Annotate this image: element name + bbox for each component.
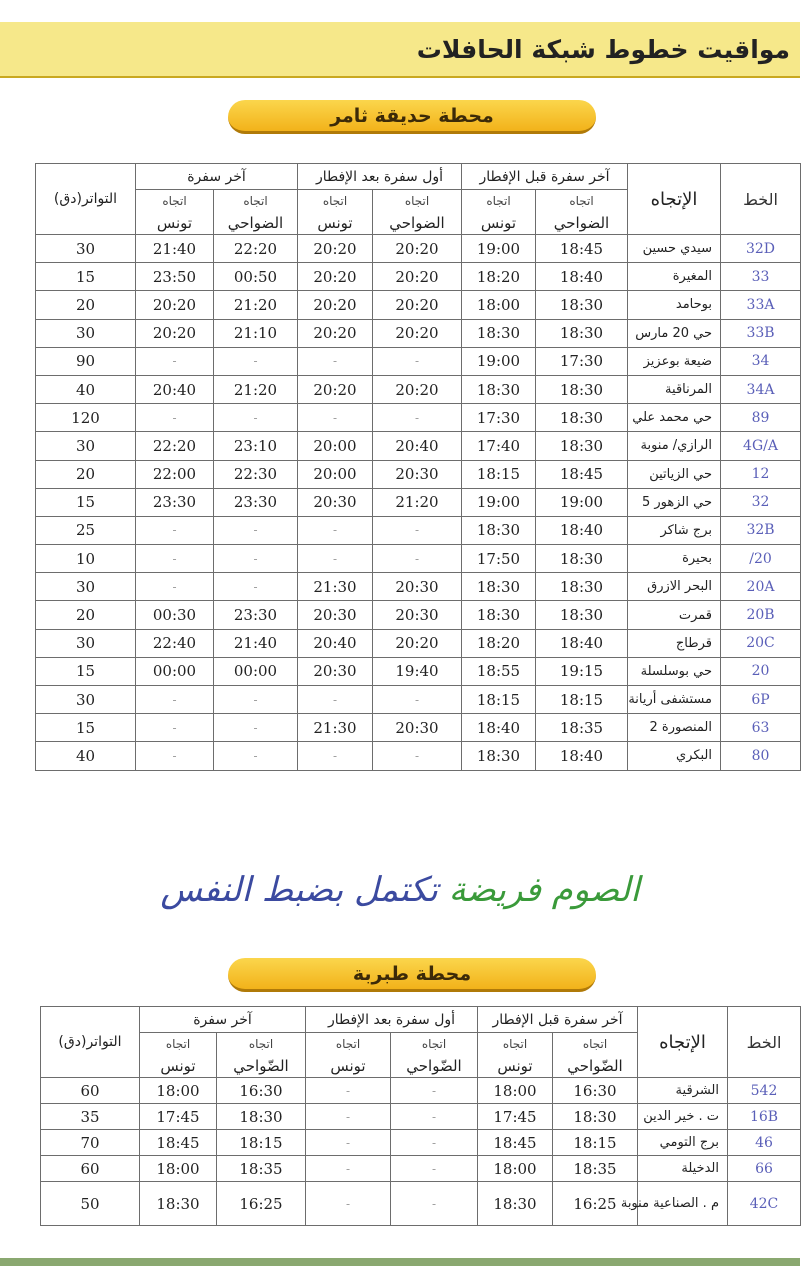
destination: برج التومي <box>638 1130 728 1156</box>
line-code: 89 <box>721 404 801 432</box>
subheader-suburbs: اتجاه الضواحي <box>536 190 628 235</box>
time-first-after-iftar-suburbs: 21:20 <box>373 488 462 516</box>
line-code: 63 <box>721 714 801 742</box>
time-last-trip-suburbs: 23:30 <box>214 488 298 516</box>
line-code: 6P <box>721 686 801 714</box>
table-row <box>41 1182 801 1226</box>
time-first-after-iftar-tunis: 20:20 <box>298 291 373 319</box>
line-code: 42C <box>728 1182 801 1226</box>
destination: برج شاكر <box>628 516 721 544</box>
time-first-after-iftar-suburbs: 20:20 <box>373 263 462 291</box>
time-last-before-iftar-tunis: 18:55 <box>462 657 536 685</box>
time-first-after-iftar-tunis: 20:30 <box>298 488 373 516</box>
line-code: 20A <box>721 573 801 601</box>
table-row <box>36 742 801 770</box>
line-code: 20B <box>721 601 801 629</box>
time-last-trip-tunis: 18:30 <box>140 1182 217 1226</box>
table-row <box>36 235 801 263</box>
time-last-trip-tunis: 21:40 <box>136 235 214 263</box>
subheader-tunis: اتجاه تونس <box>478 1033 553 1078</box>
time-first-after-iftar-tunis: - <box>306 1104 391 1130</box>
destination: سيدي حسين <box>628 235 721 263</box>
time-last-trip-tunis: - <box>136 573 214 601</box>
time-first-after-iftar-suburbs: - <box>373 545 462 573</box>
time-last-before-iftar-tunis: 17:50 <box>462 545 536 573</box>
time-first-after-iftar-suburbs: 20:20 <box>373 375 462 403</box>
line-code: 34A <box>721 375 801 403</box>
time-last-before-iftar-tunis: 18:45 <box>478 1130 553 1156</box>
time-first-after-iftar-tunis: - <box>298 516 373 544</box>
time-last-trip-suburbs: - <box>214 714 298 742</box>
time-last-trip-suburbs: - <box>214 573 298 601</box>
time-first-after-iftar-suburbs: - <box>373 404 462 432</box>
time-last-trip-suburbs: 22:20 <box>214 235 298 263</box>
table-row <box>36 347 801 375</box>
time-last-before-iftar-suburbs: 18:35 <box>536 714 628 742</box>
time-last-before-iftar-tunis: 17:30 <box>462 404 536 432</box>
time-last-before-iftar-tunis: 19:00 <box>462 488 536 516</box>
time-first-after-iftar-tunis: 20:20 <box>298 319 373 347</box>
time-first-after-iftar-suburbs: 20:40 <box>373 432 462 460</box>
table-row <box>41 1130 801 1156</box>
slogan-part-2: تكتمل بضبط النفس <box>160 870 438 910</box>
frequency: 60 <box>41 1078 140 1104</box>
time-last-before-iftar-suburbs: 19:00 <box>536 488 628 516</box>
time-first-after-iftar-tunis: 20:00 <box>298 460 373 488</box>
time-first-after-iftar-suburbs: - <box>391 1078 478 1104</box>
table-row <box>36 686 801 714</box>
time-last-before-iftar-suburbs: 18:30 <box>536 601 628 629</box>
line-code: 33A <box>721 291 801 319</box>
destination: البحر الازرق <box>628 573 721 601</box>
time-first-after-iftar-tunis: - <box>306 1130 391 1156</box>
time-last-before-iftar-tunis: 18:00 <box>478 1078 553 1104</box>
frequency: 60 <box>41 1156 140 1182</box>
schedule-table-hadiqat-thamer <box>35 163 801 771</box>
subheader-suburbs: اتجاه الضواحي <box>373 190 462 235</box>
time-last-trip-suburbs: - <box>214 686 298 714</box>
col-header-direction: الإتجاه <box>638 1007 728 1078</box>
frequency: 30 <box>36 235 136 263</box>
time-last-trip-suburbs: 18:35 <box>217 1156 306 1182</box>
time-first-after-iftar-tunis: - <box>298 742 373 770</box>
time-last-trip-suburbs: - <box>214 545 298 573</box>
line-code: 20/ <box>721 545 801 573</box>
time-last-before-iftar-tunis: 18:20 <box>462 629 536 657</box>
time-last-trip-suburbs: 18:30 <box>217 1104 306 1130</box>
destination: قرطاج <box>628 629 721 657</box>
time-first-after-iftar-tunis: - <box>306 1182 391 1226</box>
time-last-before-iftar-suburbs: 18:45 <box>536 235 628 263</box>
time-last-trip-tunis: - <box>136 714 214 742</box>
time-last-before-iftar-suburbs: 18:30 <box>536 319 628 347</box>
destination: ت . خير الدين <box>638 1104 728 1130</box>
time-last-trip-tunis: 20:20 <box>136 291 214 319</box>
time-last-trip-tunis: 00:00 <box>136 657 214 685</box>
frequency: 15 <box>36 263 136 291</box>
time-last-trip-tunis: - <box>136 686 214 714</box>
time-first-after-iftar-suburbs: 20:30 <box>373 460 462 488</box>
time-first-after-iftar-suburbs: - <box>373 516 462 544</box>
time-first-after-iftar-tunis: - <box>298 347 373 375</box>
time-last-trip-suburbs: 00:00 <box>214 657 298 685</box>
col-header-line: الخط <box>721 164 801 235</box>
col-header-first-after-iftar: أول سفرة بعد الإفطار <box>298 164 462 190</box>
time-last-trip-tunis: 17:45 <box>140 1104 217 1130</box>
time-first-after-iftar-tunis: 20:20 <box>298 375 373 403</box>
subheader-tunis: اتجاه تونس <box>140 1033 217 1078</box>
table-row <box>36 516 801 544</box>
time-last-before-iftar-tunis: 18:40 <box>462 714 536 742</box>
line-code: 46 <box>728 1130 801 1156</box>
col-header-last-before-iftar: آخر سفرة قبل الإفطار <box>462 164 628 190</box>
line-code: 20C <box>721 629 801 657</box>
frequency: 15 <box>36 657 136 685</box>
subheader-suburbs: اتجاه الضّواحي <box>217 1033 306 1078</box>
time-last-trip-tunis: 18:00 <box>140 1078 217 1104</box>
frequency: 20 <box>36 601 136 629</box>
time-last-trip-suburbs: 16:30 <box>217 1078 306 1104</box>
time-first-after-iftar-tunis: 20:00 <box>298 432 373 460</box>
destination: المنصورة 2 <box>628 714 721 742</box>
frequency: 15 <box>36 488 136 516</box>
table-row <box>36 488 801 516</box>
table-row <box>36 601 801 629</box>
time-first-after-iftar-suburbs: 20:20 <box>373 629 462 657</box>
time-last-trip-suburbs: 23:30 <box>214 601 298 629</box>
time-last-trip-tunis: 22:00 <box>136 460 214 488</box>
time-last-trip-suburbs: - <box>214 742 298 770</box>
frequency: 50 <box>41 1182 140 1226</box>
time-last-before-iftar-tunis: 18:20 <box>462 263 536 291</box>
time-last-trip-tunis: - <box>136 404 214 432</box>
time-last-trip-tunis: 22:20 <box>136 432 214 460</box>
time-first-after-iftar-suburbs: 20:20 <box>373 235 462 263</box>
time-last-before-iftar-suburbs: 17:30 <box>536 347 628 375</box>
frequency: 40 <box>36 375 136 403</box>
col-header-frequency: التواتر(دق) <box>36 164 136 235</box>
subheader-suburbs: اتجاه الضّواحي <box>391 1033 478 1078</box>
time-last-trip-tunis: 18:45 <box>140 1130 217 1156</box>
time-first-after-iftar-tunis: 21:30 <box>298 714 373 742</box>
time-first-after-iftar-tunis: - <box>298 545 373 573</box>
time-last-trip-suburbs: 00:50 <box>214 263 298 291</box>
time-last-before-iftar-suburbs: 18:45 <box>536 460 628 488</box>
time-first-after-iftar-suburbs: 20:30 <box>373 601 462 629</box>
time-last-before-iftar-suburbs: 18:30 <box>553 1104 638 1130</box>
frequency: 40 <box>36 742 136 770</box>
time-last-before-iftar-suburbs: 18:30 <box>536 545 628 573</box>
time-last-trip-tunis: - <box>136 545 214 573</box>
time-last-trip-suburbs: 22:30 <box>214 460 298 488</box>
time-last-trip-suburbs: 16:25 <box>217 1182 306 1226</box>
time-last-before-iftar-tunis: 18:30 <box>462 319 536 347</box>
time-first-after-iftar-suburbs: - <box>373 686 462 714</box>
frequency: 30 <box>36 629 136 657</box>
station-label-hadiqat-thamer: محطة حديقة ثامر <box>228 100 596 134</box>
time-first-after-iftar-suburbs: 20:30 <box>373 573 462 601</box>
line-code: 16B <box>728 1104 801 1130</box>
subheader-suburbs: اتجاه الضّواحي <box>553 1033 638 1078</box>
frequency: 25 <box>36 516 136 544</box>
time-last-before-iftar-tunis: 17:45 <box>478 1104 553 1130</box>
time-last-trip-suburbs: - <box>214 347 298 375</box>
table-row <box>36 460 801 488</box>
slogan-part-1: الصوم فريضة <box>448 870 640 910</box>
subheader-suburbs: اتجاه الضواحي <box>214 190 298 235</box>
time-last-before-iftar-suburbs: 18:40 <box>536 516 628 544</box>
table-row <box>41 1104 801 1130</box>
time-last-trip-tunis: - <box>136 516 214 544</box>
table-row <box>36 432 801 460</box>
col-header-last-before-iftar: آخر سفرة قبل الإفطار <box>478 1007 638 1033</box>
time-first-after-iftar-tunis: 20:30 <box>298 601 373 629</box>
time-last-before-iftar-suburbs: 18:30 <box>536 291 628 319</box>
subheader-tunis: اتجاه تونس <box>298 190 373 235</box>
time-first-after-iftar-tunis: 20:20 <box>298 263 373 291</box>
time-last-before-iftar-tunis: 18:15 <box>462 460 536 488</box>
time-last-before-iftar-tunis: 18:15 <box>462 686 536 714</box>
destination: قمرت <box>628 601 721 629</box>
time-last-trip-tunis: 23:50 <box>136 263 214 291</box>
time-last-before-iftar-suburbs: 18:15 <box>553 1130 638 1156</box>
time-last-before-iftar-suburbs: 18:15 <box>536 686 628 714</box>
station-label-tebourba: محطة طبربة <box>228 958 596 992</box>
line-code: 20 <box>721 657 801 685</box>
time-last-before-iftar-tunis: 18:00 <box>478 1156 553 1182</box>
col-header-direction: الإتجاه <box>628 164 721 235</box>
subheader-tunis: اتجاه تونس <box>306 1033 391 1078</box>
time-first-after-iftar-suburbs: - <box>391 1104 478 1130</box>
time-last-trip-suburbs: 18:15 <box>217 1130 306 1156</box>
table-row <box>36 545 801 573</box>
time-last-trip-tunis: - <box>136 742 214 770</box>
line-code: 80 <box>721 742 801 770</box>
time-last-trip-suburbs: - <box>214 516 298 544</box>
destination: الشرقية <box>638 1078 728 1104</box>
frequency: 20 <box>36 460 136 488</box>
time-last-trip-tunis: 18:00 <box>140 1156 217 1182</box>
time-last-before-iftar-suburbs: 18:40 <box>536 742 628 770</box>
col-header-last-trip: آخر سفرة <box>136 164 298 190</box>
time-last-before-iftar-suburbs: 19:15 <box>536 657 628 685</box>
destination: بوحامد <box>628 291 721 319</box>
destination: الدخيلة <box>638 1156 728 1182</box>
subheader-tunis: اتجاه تونس <box>136 190 214 235</box>
col-header-last-trip: آخر سفرة <box>140 1007 306 1033</box>
time-last-before-iftar-tunis: 18:30 <box>462 375 536 403</box>
frequency: 30 <box>36 432 136 460</box>
time-last-trip-tunis: 23:30 <box>136 488 214 516</box>
time-last-trip-tunis: 20:40 <box>136 375 214 403</box>
schedule-table-tebourba <box>40 1006 801 1226</box>
destination: مستشفى أريانة <box>628 686 721 714</box>
time-last-before-iftar-tunis: 18:30 <box>462 742 536 770</box>
line-code: 32B <box>721 516 801 544</box>
time-last-trip-suburbs: 23:10 <box>214 432 298 460</box>
time-last-trip-suburbs: 21:20 <box>214 375 298 403</box>
line-code: 33B <box>721 319 801 347</box>
destination: حي محمد علي <box>628 404 721 432</box>
col-header-first-after-iftar: أول سفرة بعد الإفطار <box>306 1007 478 1033</box>
time-last-before-iftar-tunis: 18:30 <box>462 601 536 629</box>
ramadan-slogan <box>150 862 650 918</box>
time-last-before-iftar-tunis: 19:00 <box>462 347 536 375</box>
frequency: 70 <box>41 1130 140 1156</box>
table-row <box>36 263 801 291</box>
frequency: 30 <box>36 686 136 714</box>
destination: حي بوسلسلة <box>628 657 721 685</box>
destination: حي الزهور 5 <box>628 488 721 516</box>
time-first-after-iftar-suburbs: - <box>391 1182 478 1226</box>
time-last-before-iftar-suburbs: 18:30 <box>536 432 628 460</box>
time-first-after-iftar-suburbs: 19:40 <box>373 657 462 685</box>
time-last-before-iftar-tunis: 18:30 <box>478 1182 553 1226</box>
line-code: 32 <box>721 488 801 516</box>
table-row <box>36 714 801 742</box>
line-code: 12 <box>721 460 801 488</box>
page-title: مواقيت خطوط شبكة الحافلات <box>416 35 790 64</box>
destination: حي الزياتين <box>628 460 721 488</box>
col-header-frequency: التواتر(دق) <box>41 1007 140 1078</box>
time-last-before-iftar-tunis: 18:30 <box>462 516 536 544</box>
time-last-before-iftar-tunis: 18:00 <box>462 291 536 319</box>
time-last-before-iftar-suburbs: 18:30 <box>536 404 628 432</box>
frequency: 20 <box>36 291 136 319</box>
time-last-trip-suburbs: 21:10 <box>214 319 298 347</box>
time-last-trip-suburbs: - <box>214 404 298 432</box>
destination: المغيرة <box>628 263 721 291</box>
table-row <box>36 629 801 657</box>
line-code: 4G/A <box>721 432 801 460</box>
time-last-before-iftar-tunis: 17:40 <box>462 432 536 460</box>
table-row <box>41 1078 801 1104</box>
time-last-before-iftar-suburbs: 18:30 <box>536 375 628 403</box>
table-row <box>41 1156 801 1182</box>
destination: ضيعة بوعزيز <box>628 347 721 375</box>
time-first-after-iftar-suburbs: - <box>391 1156 478 1182</box>
time-last-trip-tunis: 20:20 <box>136 319 214 347</box>
time-last-before-iftar-tunis: 19:00 <box>462 235 536 263</box>
time-last-before-iftar-suburbs: 18:35 <box>553 1156 638 1182</box>
destination: بحيرة <box>628 545 721 573</box>
frequency: 120 <box>36 404 136 432</box>
line-code: 542 <box>728 1078 801 1104</box>
time-first-after-iftar-suburbs: 20:20 <box>373 291 462 319</box>
time-first-after-iftar-tunis: - <box>306 1156 391 1182</box>
destination: حي 20 مارس <box>628 319 721 347</box>
time-first-after-iftar-tunis: 20:30 <box>298 657 373 685</box>
time-first-after-iftar-tunis: - <box>298 404 373 432</box>
frequency: 30 <box>36 319 136 347</box>
table-row <box>36 657 801 685</box>
time-last-before-iftar-suburbs: 16:25 <box>553 1182 638 1226</box>
time-last-trip-tunis: - <box>136 347 214 375</box>
time-last-before-iftar-suburbs: 16:30 <box>553 1078 638 1104</box>
frequency: 35 <box>41 1104 140 1130</box>
time-last-before-iftar-suburbs: 18:40 <box>536 263 628 291</box>
time-first-after-iftar-suburbs: - <box>391 1130 478 1156</box>
destination: م . الصناعية منوبة <box>638 1182 728 1226</box>
time-first-after-iftar-suburbs: 20:20 <box>373 319 462 347</box>
destination: المرناقية <box>628 375 721 403</box>
time-first-after-iftar-suburbs: 20:30 <box>373 714 462 742</box>
line-code: 66 <box>728 1156 801 1182</box>
subheader-tunis: اتجاه تونس <box>462 190 536 235</box>
time-last-trip-tunis: 22:40 <box>136 629 214 657</box>
table-row <box>36 319 801 347</box>
time-last-trip-suburbs: 21:20 <box>214 291 298 319</box>
frequency: 90 <box>36 347 136 375</box>
line-code: 34 <box>721 347 801 375</box>
time-last-before-iftar-suburbs: 18:30 <box>536 573 628 601</box>
line-code: 33 <box>721 263 801 291</box>
time-first-after-iftar-suburbs: - <box>373 347 462 375</box>
col-header-line: الخط <box>728 1007 801 1078</box>
time-first-after-iftar-tunis: 20:40 <box>298 629 373 657</box>
table-row <box>36 291 801 319</box>
time-first-after-iftar-tunis: 21:30 <box>298 573 373 601</box>
table-row <box>36 404 801 432</box>
time-first-after-iftar-tunis: - <box>298 686 373 714</box>
table-row <box>36 573 801 601</box>
time-last-before-iftar-tunis: 18:30 <box>462 573 536 601</box>
table-row <box>36 375 801 403</box>
time-first-after-iftar-tunis: 20:20 <box>298 235 373 263</box>
time-first-after-iftar-tunis: - <box>306 1078 391 1104</box>
destination: البكري <box>628 742 721 770</box>
line-code: 32D <box>721 235 801 263</box>
frequency: 30 <box>36 573 136 601</box>
time-last-before-iftar-suburbs: 18:40 <box>536 629 628 657</box>
destination: الرازي/ منوبة <box>628 432 721 460</box>
time-first-after-iftar-suburbs: - <box>373 742 462 770</box>
frequency: 15 <box>36 714 136 742</box>
time-last-trip-tunis: 00:30 <box>136 601 214 629</box>
frequency: 10 <box>36 545 136 573</box>
footer-band <box>0 1258 800 1266</box>
time-last-trip-suburbs: 21:40 <box>214 629 298 657</box>
